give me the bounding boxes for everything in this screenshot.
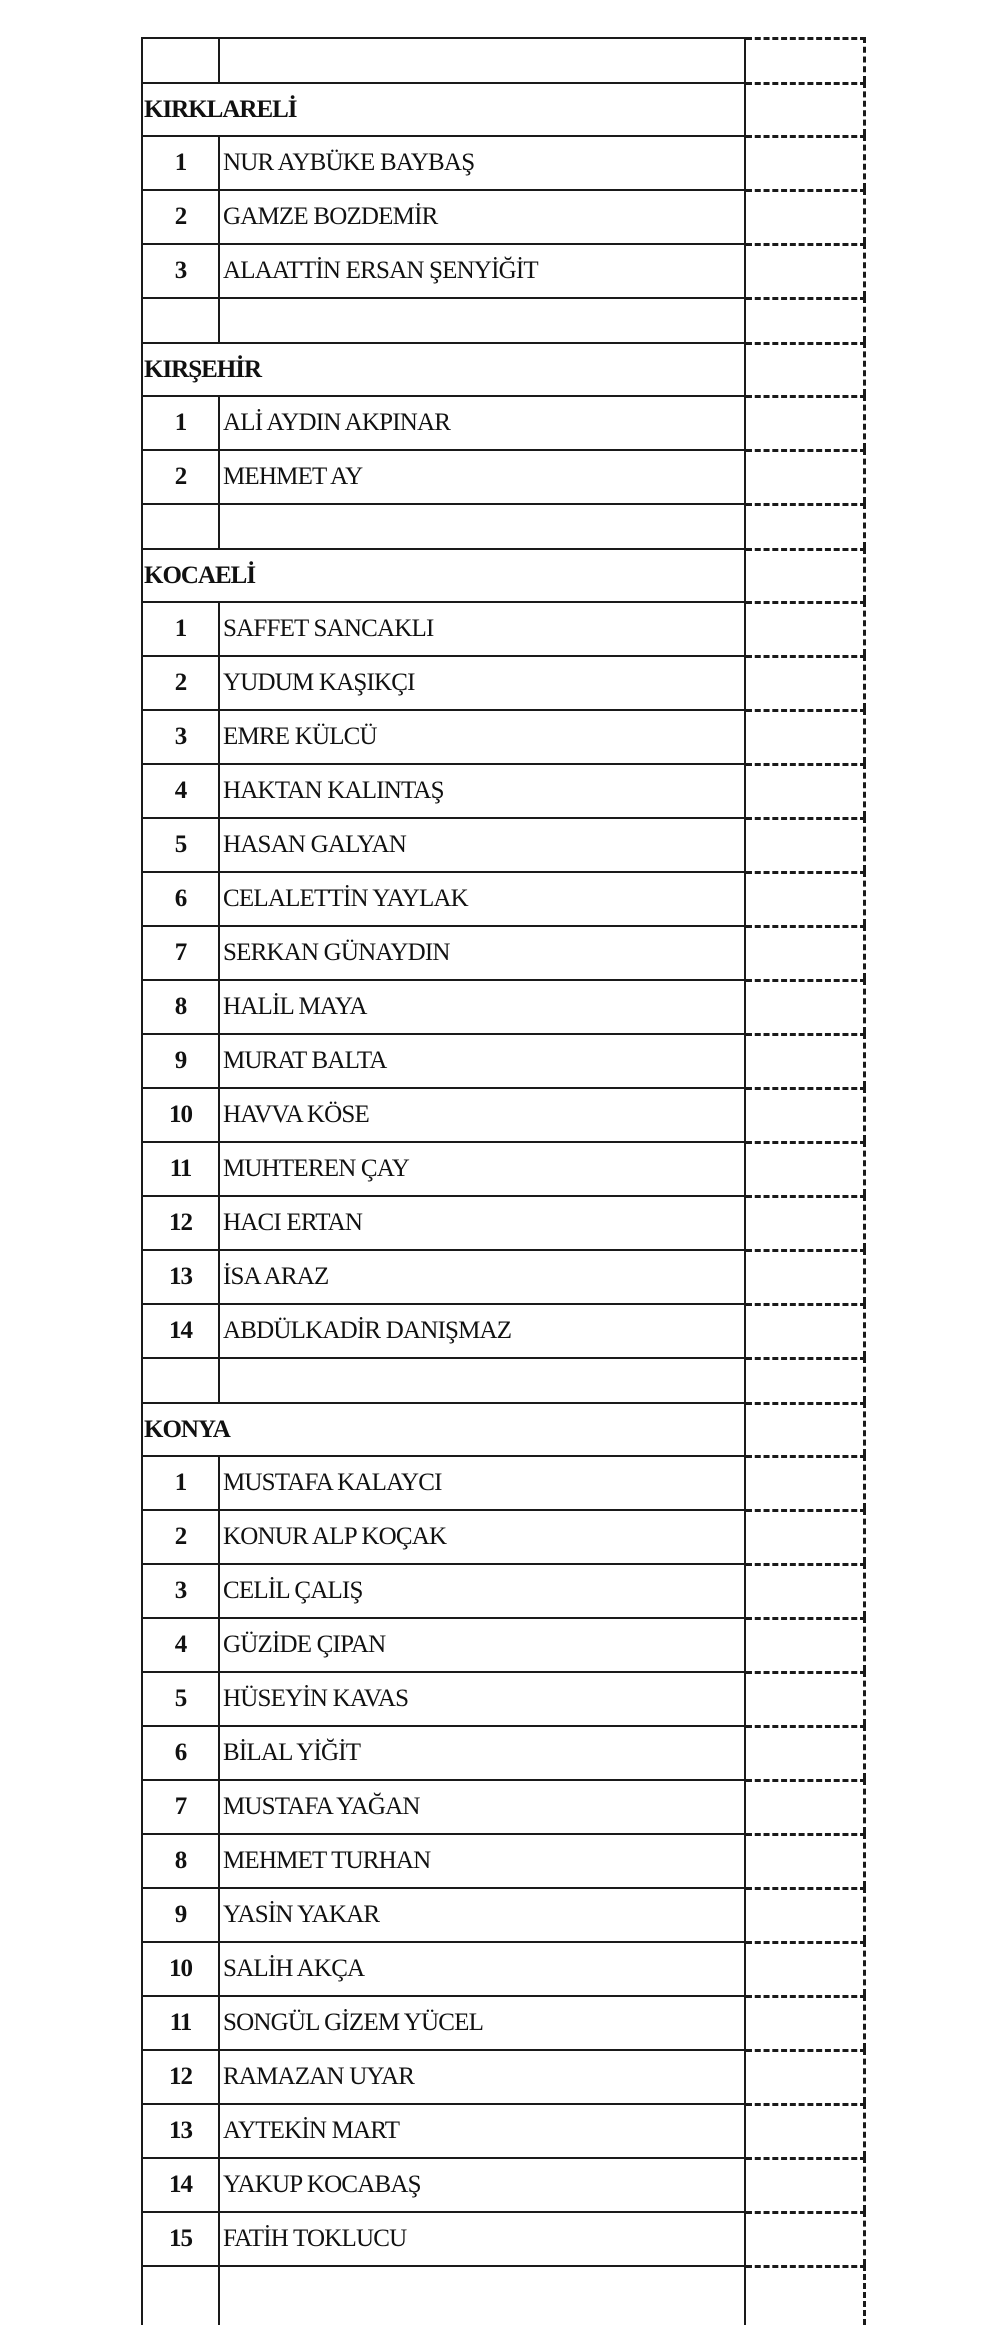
candidate-row <box>141 1141 866 1195</box>
candidate-number: 1 <box>143 137 220 189</box>
candidate-number: 6 <box>143 1727 220 1779</box>
candidate-side-cell <box>746 243 866 297</box>
candidate-main-cell <box>141 1887 746 1941</box>
candidate-side-cell <box>746 135 866 189</box>
candidate-row <box>141 601 866 655</box>
candidate-number: 14 <box>143 2159 220 2211</box>
candidate-name: SALİH AKÇA <box>223 1955 365 1982</box>
candidate-name: GAMZE BOZDEMİR <box>223 203 438 230</box>
candidate-name: BİLAL YİĞİT <box>223 1739 361 1766</box>
province-side-cell <box>746 82 866 135</box>
candidate-main-cell <box>141 2103 746 2157</box>
candidate-row <box>141 135 866 189</box>
candidate-side-cell <box>746 1303 866 1357</box>
candidate-main-cell <box>141 189 746 243</box>
candidate-side-cell <box>746 1887 866 1941</box>
candidate-number: 8 <box>143 1835 220 1887</box>
spacer-number-cell <box>143 1359 220 1402</box>
candidate-main-cell <box>141 601 746 655</box>
candidate-number: 7 <box>143 1781 220 1833</box>
candidate-name: MEHMET TURHAN <box>223 1847 431 1874</box>
candidate-number: 5 <box>143 1673 220 1725</box>
candidate-number: 13 <box>143 2105 220 2157</box>
province-header-row <box>141 82 866 135</box>
candidate-name: HASAN GALYAN <box>223 831 407 858</box>
candidate-main-cell <box>141 1779 746 1833</box>
province-name: KIRŞEHİR <box>144 355 262 383</box>
candidate-number: 6 <box>143 873 220 925</box>
candidate-name: MUSTAFA KALAYCI <box>223 1469 442 1496</box>
candidate-name: KONUR ALP KOÇAK <box>223 1523 447 1550</box>
candidate-side-cell <box>746 2157 866 2211</box>
candidate-number: 2 <box>143 1511 220 1563</box>
candidate-name: ABDÜLKADİR DANIŞMAZ <box>223 1317 512 1344</box>
candidate-row <box>141 871 866 925</box>
candidate-name: AYTEKİN MART <box>223 2117 400 2144</box>
candidate-name: CELALETTİN YAYLAK <box>223 885 468 912</box>
candidate-row <box>141 1725 866 1779</box>
candidate-row <box>141 1995 866 2049</box>
candidate-main-cell <box>141 979 746 1033</box>
candidate-row <box>141 709 866 763</box>
candidate-main-cell <box>141 1087 746 1141</box>
spacer-number-cell <box>143 299 220 342</box>
candidate-side-cell <box>746 709 866 763</box>
candidate-name: HÜSEYİN KAVAS <box>223 1685 409 1712</box>
candidate-side-cell <box>746 655 866 709</box>
spacer-side-cell <box>746 297 866 342</box>
candidate-number: 9 <box>143 1889 220 1941</box>
candidate-side-cell <box>746 763 866 817</box>
candidate-name: MURAT BALTA <box>223 1047 387 1074</box>
candidate-name: YASİN YAKAR <box>223 1901 380 1928</box>
candidate-number: 1 <box>143 603 220 655</box>
candidate-main-cell <box>141 1303 746 1357</box>
spacer-main-cell <box>141 37 746 82</box>
province-side-cell <box>746 1402 866 1455</box>
candidate-number: 12 <box>143 1197 220 1249</box>
candidate-main-cell <box>141 709 746 763</box>
candidate-side-cell <box>746 449 866 503</box>
candidate-number: 4 <box>143 1619 220 1671</box>
spacer-row <box>141 297 866 342</box>
candidate-row <box>141 2049 866 2103</box>
province-header-cell <box>141 548 746 601</box>
candidate-row <box>141 1779 866 1833</box>
candidate-main-cell <box>141 925 746 979</box>
candidate-name: EMRE KÜLCÜ <box>223 723 377 750</box>
candidate-main-cell <box>141 1563 746 1617</box>
candidate-number: 2 <box>143 657 220 709</box>
candidate-side-cell <box>746 1195 866 1249</box>
candidate-main-cell <box>141 1617 746 1671</box>
spacer-side-cell <box>746 37 866 82</box>
candidate-number: 2 <box>143 451 220 503</box>
candidate-name: ALAATTİN ERSAN ŞENYİĞİT <box>223 257 538 284</box>
candidate-row <box>141 1509 866 1563</box>
candidate-number: 11 <box>143 1143 220 1195</box>
candidate-side-cell <box>746 2049 866 2103</box>
candidate-name: SERKAN GÜNAYDIN <box>223 939 450 966</box>
candidate-main-cell <box>141 243 746 297</box>
candidate-row <box>141 655 866 709</box>
candidate-main-cell <box>141 449 746 503</box>
candidate-side-cell <box>746 1941 866 1995</box>
candidate-main-cell <box>141 1249 746 1303</box>
candidate-row <box>141 1195 866 1249</box>
candidate-side-cell <box>746 189 866 243</box>
spacer-main-cell <box>141 503 746 548</box>
candidate-row <box>141 979 866 1033</box>
spacer-main-cell <box>141 2265 746 2325</box>
candidate-main-cell <box>141 763 746 817</box>
candidate-row <box>141 1087 866 1141</box>
candidate-side-cell <box>746 1455 866 1509</box>
candidate-main-cell <box>141 871 746 925</box>
candidate-side-cell <box>746 1033 866 1087</box>
candidate-main-cell <box>141 1833 746 1887</box>
candidate-side-cell <box>746 1725 866 1779</box>
candidate-side-cell <box>746 1563 866 1617</box>
spacer-row <box>141 2265 866 2325</box>
spacer-row <box>141 503 866 548</box>
candidate-row <box>141 1671 866 1725</box>
candidate-name: ALİ AYDIN AKPINAR <box>223 409 451 436</box>
candidate-main-cell <box>141 655 746 709</box>
candidate-number: 5 <box>143 819 220 871</box>
candidate-side-cell <box>746 925 866 979</box>
candidate-number: 14 <box>143 1305 220 1357</box>
candidate-number: 15 <box>143 2213 220 2265</box>
candidate-side-cell <box>746 979 866 1033</box>
spacer-side-cell <box>746 1357 866 1402</box>
candidate-name: MUSTAFA YAĞAN <box>223 1793 420 1820</box>
candidate-name: HAVVA KÖSE <box>223 1101 369 1128</box>
candidate-side-cell <box>746 1671 866 1725</box>
candidate-name: SAFFET SANCAKLI <box>223 615 434 642</box>
candidate-main-cell <box>141 1671 746 1725</box>
candidate-main-cell <box>141 1033 746 1087</box>
candidate-side-cell <box>746 1509 866 1563</box>
candidate-name: NUR AYBÜKE BAYBAŞ <box>223 149 475 176</box>
candidate-row <box>141 1455 866 1509</box>
candidate-name: SONGÜL GİZEM YÜCEL <box>223 2009 484 2036</box>
candidate-main-cell <box>141 1455 746 1509</box>
candidate-main-cell <box>141 1941 746 1995</box>
candidate-row <box>141 243 866 297</box>
candidate-main-cell <box>141 1725 746 1779</box>
candidate-number: 9 <box>143 1035 220 1087</box>
candidate-name: HAKTAN KALINTAŞ <box>223 777 444 804</box>
spacer-number-cell <box>143 505 220 548</box>
candidate-row <box>141 1887 866 1941</box>
spacer-row <box>141 1357 866 1402</box>
candidate-list-table <box>141 37 866 2325</box>
province-header-row <box>141 1402 866 1455</box>
candidate-name: YUDUM KAŞIKÇI <box>223 669 415 696</box>
candidate-number: 3 <box>143 245 220 297</box>
candidate-row <box>141 1563 866 1617</box>
candidate-number: 3 <box>143 711 220 763</box>
candidate-name: CELİL ÇALIŞ <box>223 1577 363 1604</box>
candidate-row <box>141 1033 866 1087</box>
candidate-row <box>141 189 866 243</box>
candidate-main-cell <box>141 1995 746 2049</box>
candidate-side-cell <box>746 1617 866 1671</box>
province-header-cell <box>141 82 746 135</box>
candidate-main-cell <box>141 1195 746 1249</box>
candidate-side-cell <box>746 2211 866 2265</box>
candidate-number: 11 <box>143 1997 220 2049</box>
candidate-row <box>141 1833 866 1887</box>
candidate-side-cell <box>746 601 866 655</box>
candidate-main-cell <box>141 135 746 189</box>
candidate-side-cell <box>746 1779 866 1833</box>
candidate-side-cell <box>746 395 866 449</box>
province-header-cell <box>141 342 746 395</box>
candidate-name: MEHMET AY <box>223 463 363 490</box>
candidate-name: İSA ARAZ <box>223 1263 329 1290</box>
candidate-side-cell <box>746 1141 866 1195</box>
spacer-number-cell <box>143 2267 220 2325</box>
candidate-row <box>141 817 866 871</box>
candidate-row <box>141 1303 866 1357</box>
province-name: KONYA <box>144 1415 230 1443</box>
province-name: KOCAELİ <box>144 561 256 589</box>
candidate-main-cell <box>141 2049 746 2103</box>
candidate-number: 12 <box>143 2051 220 2103</box>
candidate-main-cell <box>141 1509 746 1563</box>
candidate-number: 3 <box>143 1565 220 1617</box>
candidate-row <box>141 763 866 817</box>
candidate-row <box>141 2211 866 2265</box>
province-side-cell <box>746 342 866 395</box>
candidate-side-cell <box>746 1833 866 1887</box>
candidate-name: HACI ERTAN <box>223 1209 363 1236</box>
candidate-number: 10 <box>143 1943 220 1995</box>
candidate-side-cell <box>746 871 866 925</box>
spacer-main-cell <box>141 297 746 342</box>
candidate-number: 8 <box>143 981 220 1033</box>
candidate-name: MUHTEREN ÇAY <box>223 1155 410 1182</box>
candidate-row <box>141 925 866 979</box>
candidate-side-cell <box>746 1087 866 1141</box>
candidate-number: 1 <box>143 1457 220 1509</box>
candidate-number: 7 <box>143 927 220 979</box>
candidate-number: 4 <box>143 765 220 817</box>
candidate-name: HALİL MAYA <box>223 993 367 1020</box>
spacer-main-cell <box>141 1357 746 1402</box>
province-header-row <box>141 342 866 395</box>
spacer-number-cell <box>143 39 220 82</box>
spacer-side-cell <box>746 2265 866 2325</box>
candidate-name: RAMAZAN UYAR <box>223 2063 415 2090</box>
candidate-side-cell <box>746 817 866 871</box>
candidate-row <box>141 1617 866 1671</box>
candidate-row <box>141 449 866 503</box>
candidate-row <box>141 2157 866 2211</box>
candidate-name: YAKUP KOCABAŞ <box>223 2171 421 2198</box>
candidate-side-cell <box>746 1249 866 1303</box>
candidate-number: 10 <box>143 1089 220 1141</box>
candidate-side-cell <box>746 2103 866 2157</box>
candidate-side-cell <box>746 1995 866 2049</box>
spacer-row <box>141 37 866 82</box>
candidate-number: 13 <box>143 1251 220 1303</box>
candidate-row <box>141 395 866 449</box>
candidate-main-cell <box>141 2211 746 2265</box>
candidate-main-cell <box>141 1141 746 1195</box>
candidate-main-cell <box>141 2157 746 2211</box>
province-header-cell <box>141 1402 746 1455</box>
province-header-row <box>141 548 866 601</box>
candidate-name: FATİH TOKLUCU <box>223 2225 407 2252</box>
candidate-row <box>141 2103 866 2157</box>
candidate-name: GÜZİDE ÇIPAN <box>223 1631 386 1658</box>
province-name: KIRKLARELİ <box>144 95 297 123</box>
candidate-main-cell <box>141 395 746 449</box>
candidate-row <box>141 1249 866 1303</box>
spacer-side-cell <box>746 503 866 548</box>
province-side-cell <box>746 548 866 601</box>
candidate-number: 1 <box>143 397 220 449</box>
candidate-main-cell <box>141 817 746 871</box>
candidate-row <box>141 1941 866 1995</box>
candidate-number: 2 <box>143 191 220 243</box>
